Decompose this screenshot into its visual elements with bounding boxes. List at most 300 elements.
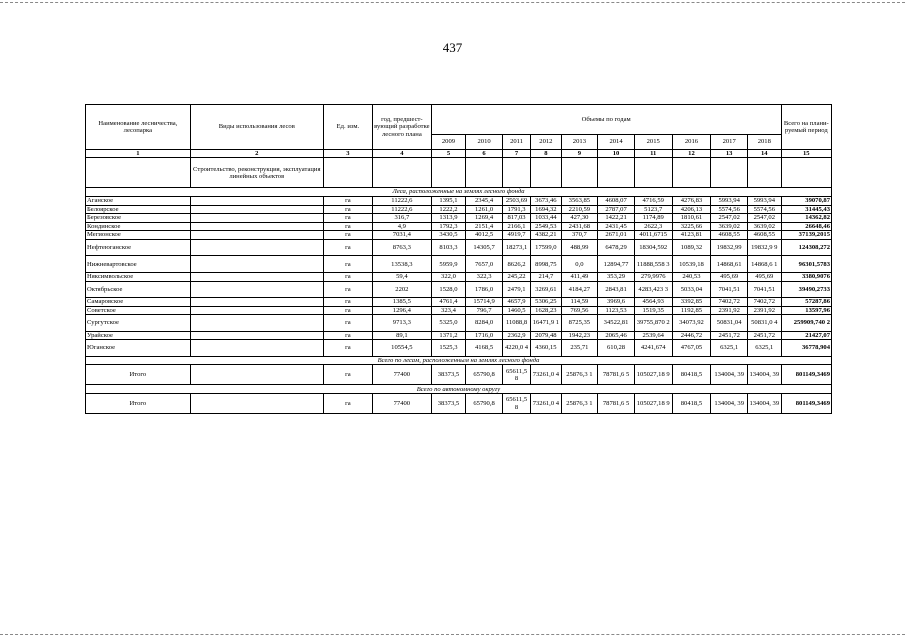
table-row xyxy=(86,214,832,223)
year-value: 4276,83 xyxy=(672,196,711,205)
year-value: 3673,46 xyxy=(531,196,561,205)
year-value: 39755,870 2 xyxy=(634,315,672,332)
year-value: 2843,81 xyxy=(598,281,635,298)
header-use: Виды использования лесов xyxy=(190,105,323,150)
year-value: 4011,6715 xyxy=(634,231,672,240)
year-value: 1313,9 xyxy=(431,214,466,223)
year-value: 7657,0 xyxy=(466,256,503,273)
column-number: 11 xyxy=(634,150,672,158)
unit-cell: га xyxy=(323,281,372,298)
year-value: 5993,94 xyxy=(711,196,748,205)
table-row xyxy=(86,315,832,332)
unit-cell: га xyxy=(323,365,372,385)
prev-year-value: 77400 xyxy=(373,394,432,414)
year-value: 323,4 xyxy=(431,306,466,315)
column-number: 6 xyxy=(466,150,503,158)
year-header: 2011 xyxy=(502,135,530,150)
forestry-name: Кондинское xyxy=(86,222,191,231)
subtotal-region-label: Всего по автономному округу xyxy=(86,385,832,394)
unit-cell: га xyxy=(323,256,372,273)
year-value: 1528,0 xyxy=(431,281,466,298)
year-value: 134004, 39 xyxy=(747,394,781,414)
column-number: 5 xyxy=(431,150,466,158)
year-value: 2391,92 xyxy=(747,306,781,315)
year-value: 6478,29 xyxy=(598,239,635,256)
column-number: 14 xyxy=(747,150,781,158)
year-value: 235,71 xyxy=(561,340,598,357)
year-header: 2013 xyxy=(561,135,598,150)
year-value: 105027,18 9 xyxy=(634,394,672,414)
year-value: 279,9976 xyxy=(634,272,672,281)
unit-cell: га xyxy=(323,239,372,256)
year-header: 2018 xyxy=(747,135,781,150)
year-value: 3639,02 xyxy=(747,222,781,231)
year-value: 4241,674 xyxy=(634,340,672,357)
year-value: 50831,0 4 xyxy=(747,315,781,332)
year-value: 14868,61 xyxy=(711,256,748,273)
year-value: 7402,72 xyxy=(711,298,748,307)
year-value: 4608,07 xyxy=(598,196,635,205)
year-value: 6325,1 xyxy=(711,340,748,357)
year-value: 1628,23 xyxy=(531,306,561,315)
forestry-name: Самаровское xyxy=(86,298,191,307)
year-value: 769,56 xyxy=(561,306,598,315)
year-value: 5325,0 xyxy=(431,315,466,332)
subtotal-forest-fund xyxy=(86,356,832,365)
year-value: 3969,6 xyxy=(598,298,635,307)
scan-bottom-edge xyxy=(0,634,905,635)
year-value: 80418,5 xyxy=(672,394,711,414)
column-number: 1 xyxy=(86,150,191,158)
year-value: 65611,5 8 xyxy=(502,365,530,385)
year-value: 4283,423 3 xyxy=(634,281,672,298)
year-value: 353,29 xyxy=(598,272,635,281)
prev-year-value: 1385,5 xyxy=(373,298,432,307)
year-value: 3430,5 xyxy=(431,231,466,240)
forestry-name: Итого xyxy=(86,394,191,414)
year-value: 105027,18 9 xyxy=(634,365,672,385)
year-value: 2362,9 xyxy=(502,331,530,340)
activity-label: Строительство, реконструкция, эксплуатация линейных объектов xyxy=(190,158,323,188)
year-value: 18273,1 xyxy=(502,239,530,256)
year-value: 2547,02 xyxy=(711,214,748,223)
year-value: 2345,4 xyxy=(466,196,503,205)
section-title: Леса, расположенные на землях лесного фонда xyxy=(86,188,832,197)
year-value: 1792,3 xyxy=(431,222,466,231)
column-number: 3 xyxy=(323,150,372,158)
prev-year-value: 316,7 xyxy=(373,214,432,223)
year-value: 4608,55 xyxy=(747,231,781,240)
year-value: 240,53 xyxy=(672,272,711,281)
year-value: 3392,85 xyxy=(672,298,711,307)
year-value: 2446,72 xyxy=(672,331,711,340)
total-row xyxy=(86,394,832,414)
year-value: 3563,85 xyxy=(561,196,598,205)
table-row xyxy=(86,222,832,231)
use-type-cell xyxy=(190,331,323,340)
year-value: 7402,72 xyxy=(747,298,781,307)
year-value: 495,69 xyxy=(747,272,781,281)
prev-year-value: 4,9 xyxy=(373,222,432,231)
year-value: 16471,9 1 xyxy=(531,315,561,332)
forestry-name: Сургутское xyxy=(86,315,191,332)
year-value: 3269,61 xyxy=(531,281,561,298)
total-value: 124308,272 xyxy=(781,239,831,256)
total-value: 31445,43 xyxy=(781,205,831,214)
unit-cell: га xyxy=(323,306,372,315)
use-type-cell xyxy=(190,315,323,332)
header-volumes: Объемы по годам xyxy=(431,105,781,135)
year-value: 19832,9 9 xyxy=(747,239,781,256)
year-value: 2065,46 xyxy=(598,331,635,340)
use-type-cell xyxy=(190,222,323,231)
year-value: 4012,5 xyxy=(466,231,503,240)
year-value: 73261,0 4 xyxy=(531,394,561,414)
year-value: 38373,5 xyxy=(431,365,466,385)
year-value: 7041,51 xyxy=(711,281,748,298)
unit-cell: га xyxy=(323,272,372,281)
year-value: 1123,53 xyxy=(598,306,635,315)
scan-top-edge xyxy=(0,2,905,3)
year-value: 4919,7 xyxy=(502,231,530,240)
year-value: 65611,5 8 xyxy=(502,394,530,414)
total-value: 37139,2015 xyxy=(781,231,831,240)
table-row xyxy=(86,196,832,205)
year-value: 14868,6 1 xyxy=(747,256,781,273)
year-value: 1519,35 xyxy=(634,306,672,315)
year-value: 322,0 xyxy=(431,272,466,281)
year-value: 4608,55 xyxy=(711,231,748,240)
subtotal-forest-fund-label: Всего по лесам, расположенным на землях лесного фонда xyxy=(86,356,832,365)
year-value: 5959,9 xyxy=(431,256,466,273)
year-value: 3225,66 xyxy=(672,222,711,231)
forestry-name: Итого xyxy=(86,365,191,385)
year-value: 1089,32 xyxy=(672,239,711,256)
year-value: 1942,23 xyxy=(561,331,598,340)
column-numbers-row xyxy=(86,150,832,158)
year-value: 427,30 xyxy=(561,214,598,223)
year-header: 2015 xyxy=(634,135,672,150)
year-value: 1033,44 xyxy=(531,214,561,223)
year-header: 2016 xyxy=(672,135,711,150)
year-value: 1192,85 xyxy=(672,306,711,315)
forestry-name: Березовское xyxy=(86,214,191,223)
year-value: 19832,99 xyxy=(711,239,748,256)
column-number: 9 xyxy=(561,150,598,158)
year-header: 2012 xyxy=(531,135,561,150)
activity-row xyxy=(86,158,832,188)
year-value: 1371,2 xyxy=(431,331,466,340)
column-number: 7 xyxy=(502,150,530,158)
use-type-cell xyxy=(190,196,323,205)
year-value: 1422,21 xyxy=(598,214,635,223)
prev-year-value: 13538,3 xyxy=(373,256,432,273)
forestry-name: Белоярское xyxy=(86,205,191,214)
year-header: 2010 xyxy=(466,135,503,150)
year-value: 488,99 xyxy=(561,239,598,256)
year-value: 8725,35 xyxy=(561,315,598,332)
year-value: 4382,21 xyxy=(531,231,561,240)
year-value: 78781,6 5 xyxy=(598,394,635,414)
forestry-name: Няксимвольское xyxy=(86,272,191,281)
unit-cell: га xyxy=(323,205,372,214)
forestry-name: Октябрьское xyxy=(86,281,191,298)
year-value: 1791,3 xyxy=(502,205,530,214)
prev-year-value: 7031,4 xyxy=(373,231,432,240)
header-unit: Ед. изм. xyxy=(323,105,372,150)
subtotal-region xyxy=(86,385,832,394)
table-row xyxy=(86,205,832,214)
year-value: 15714,9 xyxy=(466,298,503,307)
year-value: 817,03 xyxy=(502,214,530,223)
prev-year-value: 11222,6 xyxy=(373,196,432,205)
year-value: 322,3 xyxy=(466,272,503,281)
year-value: 370,7 xyxy=(561,231,598,240)
year-value: 5574,56 xyxy=(747,205,781,214)
year-value: 8284,0 xyxy=(466,315,503,332)
year-value: 12894,77 xyxy=(598,256,635,273)
total-value: 39490,2733 xyxy=(781,281,831,298)
year-value: 34073,92 xyxy=(672,315,711,332)
forestry-name: Советское xyxy=(86,306,191,315)
forestry-name: Мегионское xyxy=(86,231,191,240)
year-value: 8998,75 xyxy=(531,256,561,273)
unit-cell: га xyxy=(323,315,372,332)
year-value: 1222,2 xyxy=(431,205,466,214)
unit-cell: га xyxy=(323,331,372,340)
year-value: 65790,8 xyxy=(466,394,503,414)
year-value: 1694,32 xyxy=(531,205,561,214)
year-value: 134004, 39 xyxy=(747,365,781,385)
year-value: 10539,18 xyxy=(672,256,711,273)
year-value: 4657,9 xyxy=(502,298,530,307)
total-value: 259909,740 2 xyxy=(781,315,831,332)
column-number: 15 xyxy=(781,150,831,158)
use-type-cell xyxy=(190,365,323,385)
year-value: 4184,27 xyxy=(561,281,598,298)
year-value: 1716,0 xyxy=(466,331,503,340)
year-header: 2017 xyxy=(711,135,748,150)
year-value: 2391,92 xyxy=(711,306,748,315)
use-type-cell xyxy=(190,272,323,281)
year-value: 796,7 xyxy=(466,306,503,315)
total-value: 21427,07 xyxy=(781,331,831,340)
year-value: 4123,81 xyxy=(672,231,711,240)
year-value: 1261,0 xyxy=(466,205,503,214)
prev-year-value: 8763,3 xyxy=(373,239,432,256)
table-row xyxy=(86,256,832,273)
prev-year-value: 11222,6 xyxy=(373,205,432,214)
total-value: 96301,5783 xyxy=(781,256,831,273)
year-value: 4220,0 4 xyxy=(502,340,530,357)
forestry-name: Юганское xyxy=(86,340,191,357)
year-value: 2079,48 xyxy=(531,331,561,340)
year-value: 8103,3 xyxy=(431,239,466,256)
year-value: 4168,5 xyxy=(466,340,503,357)
prev-year-value: 89,1 xyxy=(373,331,432,340)
forestry-name: Урайское xyxy=(86,331,191,340)
year-value: 2431,45 xyxy=(598,222,635,231)
year-value: 11088,8 xyxy=(502,315,530,332)
header-total: Всего на плани-руемый период xyxy=(781,105,831,150)
prev-year-value: 59,4 xyxy=(373,272,432,281)
year-value: 1525,3 xyxy=(431,340,466,357)
year-value: 3639,02 xyxy=(711,222,748,231)
forestry-name: Нефтеюганское xyxy=(86,239,191,256)
table-row xyxy=(86,340,832,357)
total-value: 57287,86 xyxy=(781,298,831,307)
year-value: 0,0 xyxy=(561,256,598,273)
year-value: 5993,94 xyxy=(747,196,781,205)
year-value: 2151,4 xyxy=(466,222,503,231)
year-value: 495,69 xyxy=(711,272,748,281)
year-value: 17599,0 xyxy=(531,239,561,256)
table-row xyxy=(86,306,832,315)
year-value: 4716,59 xyxy=(634,196,672,205)
year-value: 25876,3 1 xyxy=(561,394,598,414)
total-value: 26648,46 xyxy=(781,222,831,231)
column-number: 4 xyxy=(373,150,432,158)
total-value: 801149,3469 xyxy=(781,365,831,385)
prev-year-value: 77400 xyxy=(373,365,432,385)
year-value: 4564,93 xyxy=(634,298,672,307)
year-value: 34522,81 xyxy=(598,315,635,332)
unit-cell: га xyxy=(323,196,372,205)
column-number: 8 xyxy=(531,150,561,158)
year-value: 25876,3 1 xyxy=(561,365,598,385)
prev-year-value: 9713,3 xyxy=(373,315,432,332)
section-row xyxy=(86,188,832,197)
unit-cell: га xyxy=(323,231,372,240)
use-type-cell xyxy=(190,231,323,240)
use-type-cell xyxy=(190,205,323,214)
forest-use-table xyxy=(85,104,832,414)
year-value: 18304,592 xyxy=(634,239,672,256)
use-type-cell xyxy=(190,306,323,315)
year-value: 5123,7 xyxy=(634,205,672,214)
year-value: 5574,56 xyxy=(711,205,748,214)
year-value: 114,59 xyxy=(561,298,598,307)
unit-cell: га xyxy=(323,340,372,357)
year-value: 65790,8 xyxy=(466,365,503,385)
year-value: 4360,15 xyxy=(531,340,561,357)
year-value: 50831,04 xyxy=(711,315,748,332)
total-value: 13597,96 xyxy=(781,306,831,315)
table-row xyxy=(86,281,832,298)
prev-year-value: 10554,5 xyxy=(373,340,432,357)
forestry-name: Нижневартовское xyxy=(86,256,191,273)
year-value: 4767,05 xyxy=(672,340,711,357)
year-value: 2671,01 xyxy=(598,231,635,240)
total-value: 36778,904 xyxy=(781,340,831,357)
year-value: 6325,1 xyxy=(747,340,781,357)
use-type-cell xyxy=(190,298,323,307)
year-value: 5306,25 xyxy=(531,298,561,307)
year-value: 134004, 39 xyxy=(711,394,748,414)
year-value: 4206,13 xyxy=(672,205,711,214)
table-row xyxy=(86,331,832,340)
year-value: 1269,4 xyxy=(466,214,503,223)
column-number: 12 xyxy=(672,150,711,158)
unit-cell: га xyxy=(323,394,372,414)
total-value: 39070,87 xyxy=(781,196,831,205)
total-value: 3380,9076 xyxy=(781,272,831,281)
year-value: 1395,1 xyxy=(431,196,466,205)
year-value: 214,7 xyxy=(531,272,561,281)
year-header: 2009 xyxy=(431,135,466,150)
year-value: 2431,68 xyxy=(561,222,598,231)
use-type-cell xyxy=(190,281,323,298)
column-number: 2 xyxy=(190,150,323,158)
header-prev-year: год, предшест-вующий разработке лесного плана xyxy=(373,105,432,150)
total-value: 14362,82 xyxy=(781,214,831,223)
year-value: 1460,5 xyxy=(502,306,530,315)
use-type-cell xyxy=(190,239,323,256)
year-value: 1810,61 xyxy=(672,214,711,223)
year-value: 11888,558 3 xyxy=(634,256,672,273)
table-row xyxy=(86,272,832,281)
use-type-cell xyxy=(190,340,323,357)
year-value: 2622,3 xyxy=(634,222,672,231)
year-value: 2479,1 xyxy=(502,281,530,298)
forestry-name: Аганское xyxy=(86,196,191,205)
column-number: 13 xyxy=(711,150,748,158)
column-number: 10 xyxy=(598,150,635,158)
page-number: 437 xyxy=(442,40,463,55)
year-value: 2210,59 xyxy=(561,205,598,214)
year-value: 5033,04 xyxy=(672,281,711,298)
year-value: 1786,0 xyxy=(466,281,503,298)
table-row xyxy=(86,298,832,307)
year-value: 134004, 39 xyxy=(711,365,748,385)
total-row xyxy=(86,365,832,385)
year-value: 8626,2 xyxy=(502,256,530,273)
table-row xyxy=(86,239,832,256)
header-row xyxy=(86,105,832,135)
year-value: 411,49 xyxy=(561,272,598,281)
year-value: 2451,72 xyxy=(711,331,748,340)
prev-year-value: 1296,4 xyxy=(373,306,432,315)
year-value: 245,22 xyxy=(502,272,530,281)
year-value: 2503,69 xyxy=(502,196,530,205)
year-value: 7041,51 xyxy=(747,281,781,298)
year-value: 1174,89 xyxy=(634,214,672,223)
prev-year-value: 2202 xyxy=(373,281,432,298)
header-name: Наименование лесничества, лесопарка xyxy=(86,105,191,150)
year-value: 38373,5 xyxy=(431,394,466,414)
table-row xyxy=(86,231,832,240)
year-value: 2547,02 xyxy=(747,214,781,223)
year-value: 78781,6 5 xyxy=(598,365,635,385)
total-value: 801149,3469 xyxy=(781,394,831,414)
year-value: 80418,5 xyxy=(672,365,711,385)
use-type-cell xyxy=(190,394,323,414)
year-value: 2451,72 xyxy=(747,331,781,340)
year-value: 2166,1 xyxy=(502,222,530,231)
use-type-cell xyxy=(190,214,323,223)
unit-cell: га xyxy=(323,298,372,307)
year-value: 14305,7 xyxy=(466,239,503,256)
unit-cell: га xyxy=(323,222,372,231)
year-value: 2539,64 xyxy=(634,331,672,340)
year-value: 2787,07 xyxy=(598,205,635,214)
year-value: 610,28 xyxy=(598,340,635,357)
year-value: 4761,4 xyxy=(431,298,466,307)
year-value: 2549,53 xyxy=(531,222,561,231)
year-value: 73261,0 4 xyxy=(531,365,561,385)
use-type-cell xyxy=(190,256,323,273)
year-header: 2014 xyxy=(598,135,635,150)
